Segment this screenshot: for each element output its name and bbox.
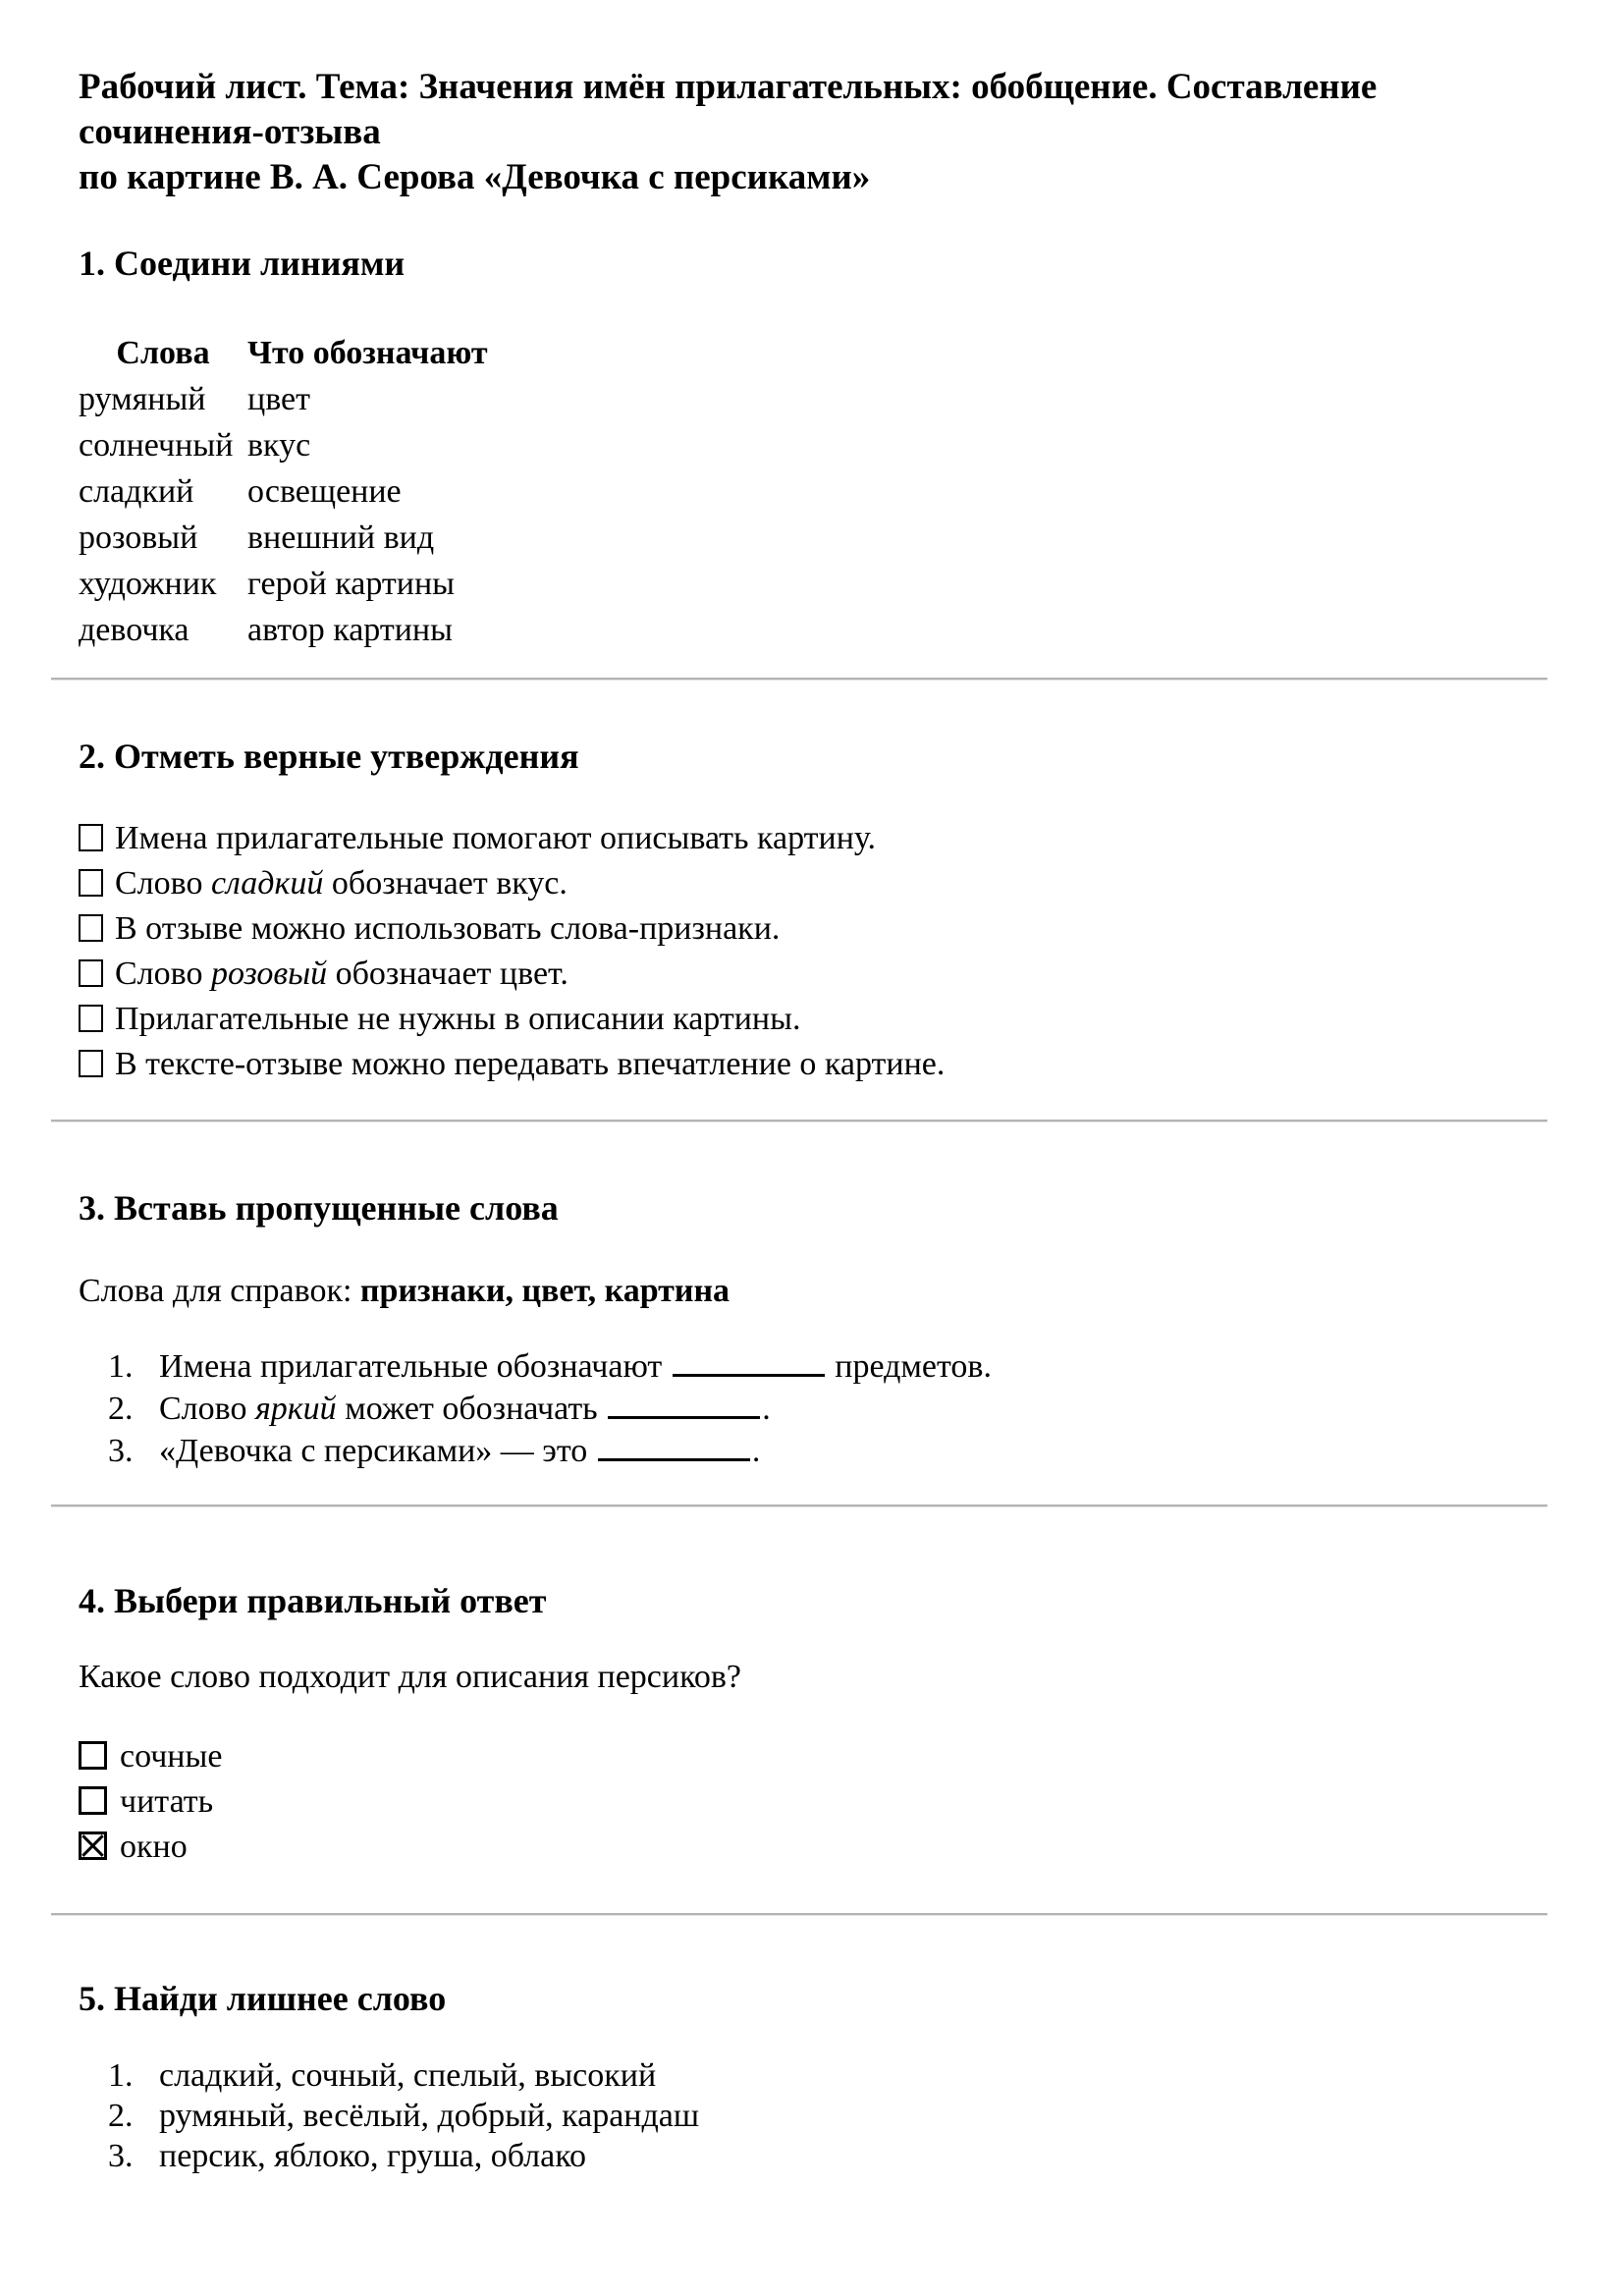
options-list <box>79 1734 1567 1870</box>
odd-word-text[interactable]: персик, яблоко, груша, облако <box>159 2138 587 2174</box>
checkbox[interactable] <box>79 1831 107 1860</box>
match-word[interactable]: сладкий <box>79 473 194 510</box>
section3-heading: 3. Вставь пропущенные слова <box>79 1188 559 1228</box>
statement-item <box>79 952 1567 997</box>
answer-blank[interactable] <box>673 1345 825 1377</box>
checkbox[interactable] <box>79 1050 103 1077</box>
odd-word-item <box>108 2096 1567 2136</box>
fill-in-text: Имена прилагательные обозначают предметов. <box>159 1345 992 1388</box>
statements-list <box>79 816 1567 1087</box>
item-number: 3. <box>108 2138 134 2174</box>
page-title <box>79 65 1567 200</box>
match-meaning[interactable]: внешний вид <box>247 519 435 556</box>
reference-words-line <box>79 1270 1567 1313</box>
checkbox[interactable] <box>79 824 103 851</box>
statement-item <box>79 861 1567 906</box>
page-title-line1: Рабочий лист. Тема: Значения имён прилагательных: обобщение. Составление сочинения-отзыва <box>79 67 1378 152</box>
page-title-line2: по картине В. А. Серова «Девочка с персиками» <box>79 157 871 197</box>
item-number: 1. <box>108 1348 134 1385</box>
fill-in-text: «Девочка с персиками» — это . <box>159 1430 760 1472</box>
match-word[interactable]: розовый <box>79 519 198 556</box>
checkbox[interactable] <box>79 1786 107 1815</box>
answer-blank[interactable] <box>598 1430 750 1461</box>
column-header-words: Слова <box>116 335 210 371</box>
item-number: 1. <box>108 2057 134 2094</box>
item-number: 3. <box>108 1433 134 1469</box>
statement-item <box>79 906 1567 952</box>
fill-in-item <box>108 1388 1567 1430</box>
odd-word-item <box>108 2055 1567 2096</box>
section-divider <box>51 678 1547 681</box>
statement-text: Слово розовый обозначает цвет. <box>115 956 568 992</box>
statement-text: В отзыве можно использовать слова-признаки. <box>115 910 781 947</box>
column-header-meanings: Что обозначают <box>247 335 488 371</box>
reference-words: признаки, цвет, картина <box>359 1273 730 1309</box>
statement-text: Прилагательные не нужны в описании картины. <box>115 1001 801 1037</box>
statement-item <box>79 1042 1567 1087</box>
section2-heading: 2. Отметь верные утверждения <box>79 737 579 776</box>
fill-in-text: Слово яркий может обозначать . <box>159 1388 771 1430</box>
checkbox[interactable] <box>79 1741 107 1770</box>
option-item <box>79 1734 1567 1779</box>
checkbox[interactable] <box>79 1005 103 1032</box>
checkbox[interactable] <box>79 869 103 897</box>
statement-text: Слово сладкий обозначает вкус. <box>115 865 568 902</box>
odd-word-item <box>108 2136 1567 2176</box>
matching-table <box>79 330 1567 653</box>
reference-words-label: Слова для справок: <box>79 1273 360 1309</box>
item-number: 2. <box>108 1391 134 1427</box>
odd-word-text[interactable]: румяный, весёлый, добрый, карандаш <box>159 2098 700 2134</box>
section4-heading: 4. Выбери правильный ответ <box>79 1581 547 1620</box>
checkbox[interactable] <box>79 914 103 942</box>
match-meaning[interactable]: вкус <box>247 427 311 464</box>
section-divider <box>51 1504 1547 1507</box>
statement-item <box>79 997 1567 1042</box>
section-divider <box>51 1913 1547 1916</box>
section5-heading: 5. Найди лишнее слово <box>79 1979 447 2018</box>
match-meaning[interactable]: автор картины <box>247 612 453 648</box>
statement-text: В тексте-отзыве можно передавать впечатление о картине. <box>115 1046 946 1082</box>
statement-text: Имена прилагательные помогают описывать картину. <box>115 820 877 856</box>
statement-item <box>79 816 1567 861</box>
match-word[interactable]: солнечный <box>79 427 234 464</box>
option-item <box>79 1825 1567 1870</box>
answer-blank[interactable] <box>608 1388 760 1419</box>
option-label: читать <box>120 1783 214 1820</box>
question-text: Какое слово подходит для описания персиков? <box>79 1659 742 1695</box>
match-word[interactable]: художник <box>79 566 217 602</box>
odd-word-list <box>108 2055 1567 2176</box>
fill-in-item <box>108 1345 1567 1388</box>
option-item <box>79 1779 1567 1825</box>
option-label: сочные <box>120 1738 223 1775</box>
match-meaning[interactable]: освещение <box>247 473 402 510</box>
section1-heading: 1. Соедини линиями <box>79 244 406 283</box>
checkbox[interactable] <box>79 959 103 987</box>
section-divider <box>51 1120 1547 1122</box>
match-word[interactable]: девочка <box>79 612 189 648</box>
item-number: 2. <box>108 2098 134 2134</box>
match-meaning[interactable]: герой картины <box>247 566 456 602</box>
fill-in-list <box>108 1345 1567 1472</box>
fill-in-item <box>108 1430 1567 1472</box>
option-label: окно <box>120 1829 188 1865</box>
match-meaning[interactable]: цвет <box>247 381 310 417</box>
match-word[interactable]: румяный <box>79 381 206 417</box>
odd-word-text[interactable]: сладкий, сочный, спелый, высокий <box>159 2057 657 2094</box>
